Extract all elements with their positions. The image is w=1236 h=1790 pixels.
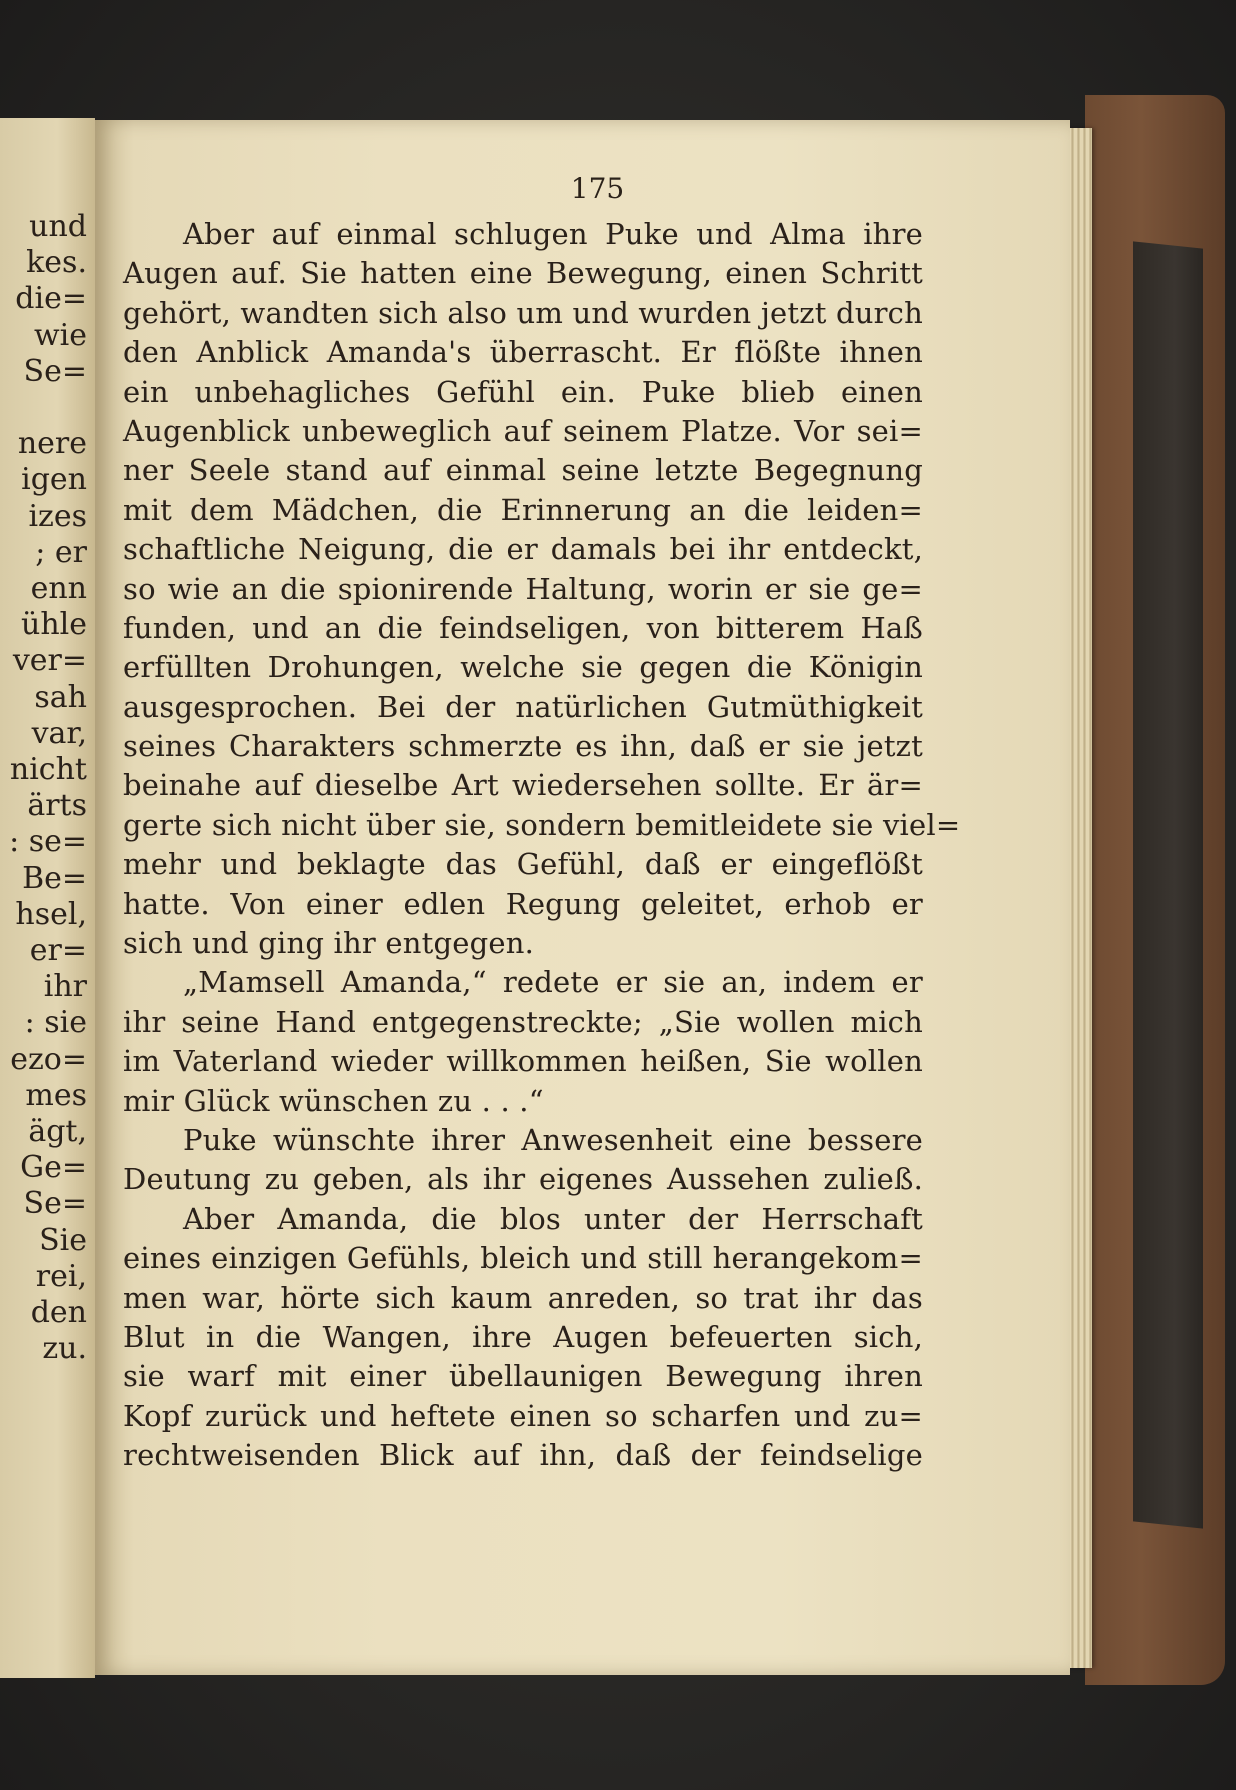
- left-page-line: und: [29, 209, 87, 244]
- left-page-line: wie: [33, 317, 87, 353]
- text-line: mir Glück wünschen zu . . .“: [123, 1083, 544, 1118]
- left-page-line: ; er: [35, 534, 87, 570]
- text-line: hatte. Von einer edlen Regung geleitet, erhob er: [123, 886, 923, 921]
- left-page-line: var,: [31, 715, 87, 751]
- left-page-line: Sie: [39, 1222, 87, 1258]
- left-page-line: igen: [21, 462, 87, 498]
- left-page-line: rei,: [35, 1258, 87, 1294]
- left-page: [0, 118, 95, 1678]
- text-line: schaftliche Neigung, die er damals bei ihr entdeckt,: [123, 532, 923, 567]
- text-line: Kopf zurück und heftete einen so scharfen und zu=: [123, 1398, 923, 1433]
- text-line: ein unbehagliches Gefühl ein. Puke blieb einen: [123, 374, 923, 409]
- left-page-line: ärts: [27, 788, 87, 824]
- text-line: erfüllten Drohungen, welche sie gegen die Königin: [123, 650, 923, 685]
- text-line: Augen auf. Sie hatten eine Bewegung, einen Schritt: [123, 256, 923, 291]
- left-page-line: : sie: [24, 1005, 87, 1041]
- left-page-line: ühle: [21, 607, 87, 643]
- text-line: den Anblick Amanda's überrascht. Er flößte ihnen: [123, 335, 923, 370]
- text-line: mehr und beklagte das Gefühl, daß er eingeflößt: [123, 847, 923, 882]
- left-page-line: die=: [15, 281, 87, 317]
- text-line: ausgesprochen. Bei der natürlichen Gutmüthigkeit: [123, 689, 923, 724]
- text-line: Aber auf einmal schlugen Puke und Alma ihre: [183, 217, 923, 251]
- left-page-line: den: [30, 1295, 87, 1330]
- left-page-line: Se=: [23, 353, 87, 389]
- body-text: [123, 215, 961, 1476]
- right-page: [95, 120, 1070, 1675]
- text-line: gehört, wandten sich also um und wurden jetzt durch: [123, 295, 923, 330]
- text-line: eines einzigen Gefühls, bleich und still herangekom=: [123, 1241, 923, 1276]
- text-line: gerte sich nicht über sie, sondern bemitleidete sie viel=: [123, 807, 961, 842]
- text-line: Puke wünschte ihrer Anwesenheit eine bessere: [183, 1122, 923, 1157]
- left-page-line: nere: [17, 426, 87, 462]
- left-page-line: mes: [25, 1077, 87, 1113]
- text-line: so wie an die spionirende Haltung, worin er sie ge=: [123, 571, 923, 606]
- left-page-line: : se=: [9, 824, 87, 860]
- left-page-line: ver=: [12, 643, 87, 679]
- left-page-line: enn: [30, 571, 87, 606]
- book-cover: [1085, 95, 1225, 1685]
- page-number: 175: [570, 172, 625, 205]
- text-line: Aber Amanda, die blos unter der Herrschaft: [183, 1201, 923, 1236]
- left-page-line: kes.: [26, 245, 87, 281]
- left-page-line: er=: [29, 933, 87, 968]
- left-page-line: zu.: [42, 1331, 87, 1367]
- text-line: Augenblick unbeweglich auf seinem Platze. Vor sei=: [123, 413, 923, 448]
- text-line: sich und ging ihr entgegen.: [123, 926, 535, 961]
- left-page-line: ezo=: [10, 1041, 87, 1077]
- left-page-line: Se=: [23, 1186, 87, 1222]
- text-line: funden, und an die feindseligen, von bitterem Haß: [123, 610, 923, 645]
- text-line: seines Charakters schmerzte es ihn, daß er sie jetzt: [123, 729, 923, 764]
- text-line: Deutung zu geben, als ihr eigenes Aussehen zuließ.: [123, 1162, 923, 1197]
- left-page-line: Be=: [22, 860, 87, 896]
- text-line: mit dem Mädchen, die Erinnerung an die leiden=: [123, 492, 923, 527]
- left-page-line: hsel,: [15, 896, 87, 932]
- left-page-line: ihr: [43, 969, 87, 1005]
- text-line: men war, hörte sich kaum anreden, so trat ihr das: [123, 1280, 923, 1315]
- text-line: im Vaterland wieder willkommen heißen, Sie wollen: [123, 1044, 923, 1079]
- text-line: Blut in die Wangen, ihre Augen befeuerten sich,: [123, 1319, 923, 1354]
- left-page-line: ägt,: [28, 1114, 87, 1149]
- cover-corner: [1133, 241, 1203, 1528]
- text-line: ner Seele stand auf einmal seine letzte Begegnung: [123, 453, 923, 488]
- text-line: beinahe auf dieselbe Art wiedersehen sollte. Er är=: [123, 768, 923, 803]
- left-page-line: sah: [34, 679, 87, 715]
- left-page-line: izes: [28, 498, 87, 534]
- left-page-line: Ge=: [20, 1150, 87, 1186]
- text-line: „Mamsell Amanda,“ redete er sie an, indem er: [183, 965, 923, 1000]
- text-line: ihr seine Hand entgegenstreckte; „Sie wollen mich: [123, 1004, 923, 1039]
- text-line: rechtweisenden Blick auf ihn, daß der feindselige: [123, 1438, 923, 1473]
- text-line: sie warf mit einer übellaunigen Bewegung ihren: [123, 1359, 923, 1394]
- left-page-line: nicht: [9, 752, 87, 787]
